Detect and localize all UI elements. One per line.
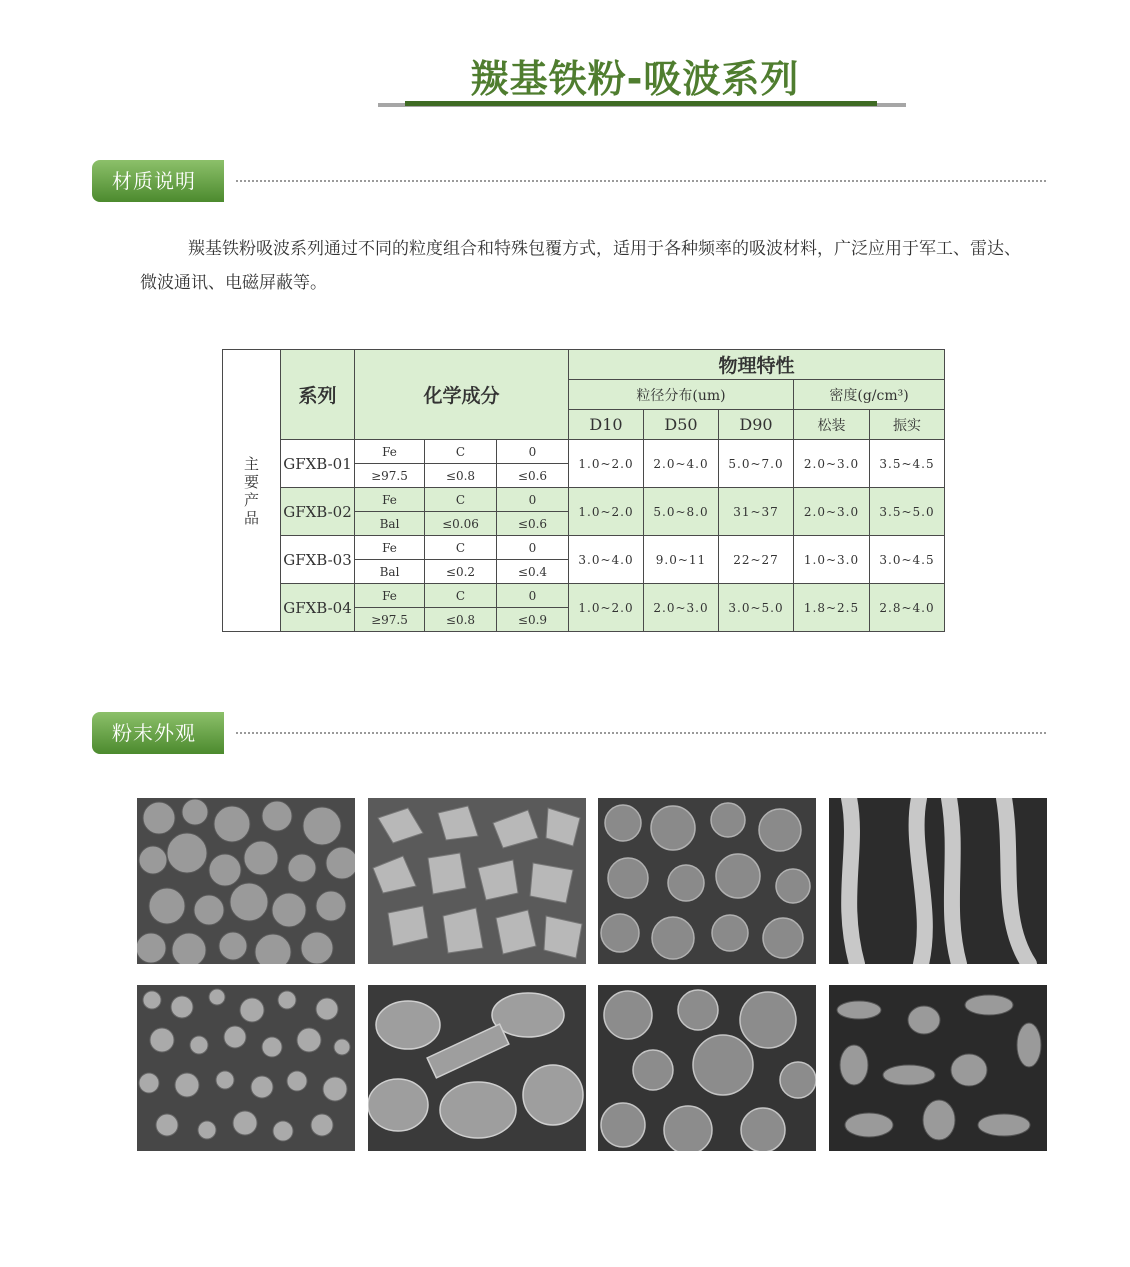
d50-value: 2.0~4.0 <box>644 440 719 488</box>
sem-image-2 <box>368 798 586 964</box>
d50-value: 5.0~8.0 <box>644 488 719 536</box>
title-underline-green <box>405 101 877 106</box>
sem-photo-granular <box>137 985 355 1151</box>
tap-header: 振实 <box>870 410 945 440</box>
d90-header: D90 <box>719 410 794 440</box>
tap-density-value: 3.5~4.5 <box>870 440 945 488</box>
element-fe: Fe <box>355 584 425 608</box>
intro-paragraph: 羰基铁粉吸波系列通过不同的粒度组合和特殊包覆方式，适用于各种频率的吸波材料，广泛应用于军工、雷达、微波通讯、电磁屏蔽等。 <box>140 239 1021 293</box>
element-o: 0 <box>497 488 569 512</box>
c-value: ≤0.8 <box>425 608 497 632</box>
sem-image-4 <box>829 798 1047 964</box>
sem-image-7 <box>598 985 816 1151</box>
fe-value: ≥97.5 <box>355 464 425 488</box>
series-header: 系列 <box>281 350 355 440</box>
loose-density-value: 1.8~2.5 <box>794 584 870 632</box>
c-value: ≤0.06 <box>425 512 497 536</box>
sem-photo-plate <box>368 985 586 1151</box>
sem-image-1 <box>137 798 355 964</box>
sem-image-5 <box>137 985 355 1151</box>
tap-density-value: 3.0~4.5 <box>870 536 945 584</box>
d50-value: 9.0~11 <box>644 536 719 584</box>
d50-header: D50 <box>644 410 719 440</box>
sem-photo-sphere-large <box>598 985 816 1151</box>
section-divider <box>236 732 1046 734</box>
sem-image-6 <box>368 985 586 1151</box>
element-fe: Fe <box>355 440 425 464</box>
page-title: 羰基铁粉-吸波系列 <box>470 57 800 101</box>
series-name: GFXB-03 <box>281 536 355 584</box>
series-name: GFXB-04 <box>281 584 355 632</box>
sem-image-3 <box>598 798 816 964</box>
sem-photo-spherical <box>137 798 355 964</box>
d90-value: 22~27 <box>719 536 794 584</box>
o-value: ≤0.9 <box>497 608 569 632</box>
d10-value: 1.0~2.0 <box>569 440 644 488</box>
element-o: 0 <box>497 536 569 560</box>
sem-photo-porous <box>829 985 1047 1151</box>
o-value: ≤0.4 <box>497 560 569 584</box>
psd-header: 粒径分布(um) <box>569 380 794 410</box>
element-o: 0 <box>497 440 569 464</box>
side-label: 主要产品 <box>243 454 259 527</box>
series-name: GFXB-02 <box>281 488 355 536</box>
c-value: ≤0.2 <box>425 560 497 584</box>
sem-photo-filament <box>829 798 1047 964</box>
tap-density-value: 3.5~5.0 <box>870 488 945 536</box>
loose-density-value: 2.0~3.0 <box>794 488 870 536</box>
fe-value: Bal <box>355 512 425 536</box>
sem-image-8 <box>829 985 1047 1151</box>
sem-photo-flake <box>368 798 586 964</box>
d90-value: 31~37 <box>719 488 794 536</box>
element-fe: Fe <box>355 536 425 560</box>
section-tab-material: 材质说明 <box>92 160 224 202</box>
density-header: 密度(g/cm³) <box>794 380 945 410</box>
loose-density-value: 1.0~3.0 <box>794 536 870 584</box>
chem-header: 化学成分 <box>355 350 569 440</box>
d90-value: 3.0~5.0 <box>719 584 794 632</box>
spec-table <box>222 349 945 632</box>
fe-value: Bal <box>355 560 425 584</box>
loose-density-value: 2.0~3.0 <box>794 440 870 488</box>
d10-value: 1.0~2.0 <box>569 488 644 536</box>
fe-value: ≥97.5 <box>355 608 425 632</box>
element-c: C <box>425 440 497 464</box>
d10-header: D10 <box>569 410 644 440</box>
o-value: ≤0.6 <box>497 464 569 488</box>
element-c: C <box>425 536 497 560</box>
tap-density-value: 2.8~4.0 <box>870 584 945 632</box>
section-divider <box>236 180 1046 182</box>
element-c: C <box>425 488 497 512</box>
element-fe: Fe <box>355 488 425 512</box>
d90-value: 5.0~7.0 <box>719 440 794 488</box>
o-value: ≤0.6 <box>497 512 569 536</box>
d10-value: 1.0~2.0 <box>569 584 644 632</box>
phys-header: 物理特性 <box>569 350 945 380</box>
element-o: 0 <box>497 584 569 608</box>
series-name: GFXB-01 <box>281 440 355 488</box>
section-tab-appearance: 粉末外观 <box>92 712 224 754</box>
d10-value: 3.0~4.0 <box>569 536 644 584</box>
side-label-cell <box>223 350 281 632</box>
d50-value: 2.0~3.0 <box>644 584 719 632</box>
loose-header: 松装 <box>794 410 870 440</box>
c-value: ≤0.8 <box>425 464 497 488</box>
element-c: C <box>425 584 497 608</box>
sem-photo-rough <box>598 798 816 964</box>
